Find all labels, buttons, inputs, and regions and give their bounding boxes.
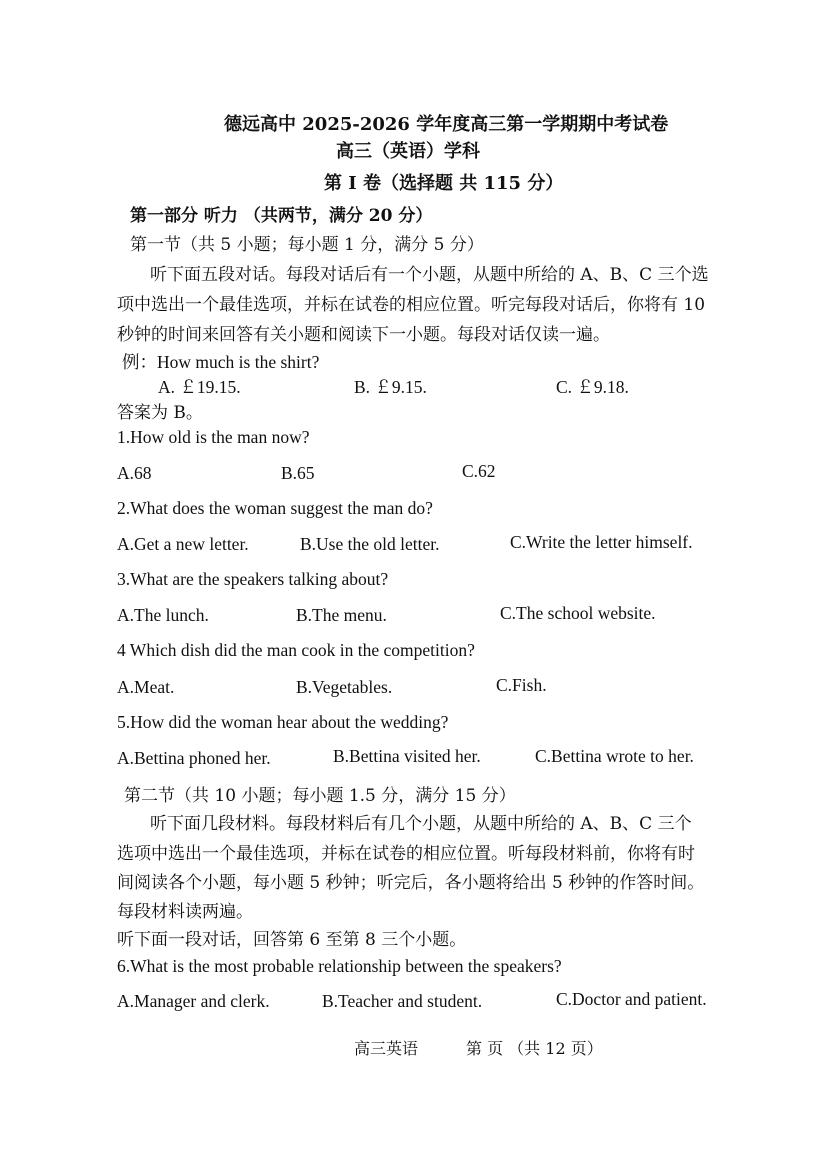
q2-option-c: C.Write the letter himself. — [510, 532, 693, 552]
example-question: 例：How much is the shirt? — [122, 352, 320, 372]
volume-heading: 第 I 卷（选择题 共 115 分） — [324, 173, 564, 194]
section2-instruction-line: 间阅读各个小题，每小题 5 秒钟；听完后，各小题将给出 5 秒钟的作答时间。 — [117, 873, 705, 893]
section1-instruction-line: 听下面五段对话。每段对话后有一个小题，从题中所给的 A、B、C 三个选 — [150, 265, 709, 285]
section2-prompt: 听下面一段对话，回答第 6 至第 8 三个小题。 — [117, 930, 467, 950]
question-1: 1.How old is the man now? — [117, 427, 310, 447]
footer-subject: 高三英语 — [354, 1039, 419, 1058]
q6-option-a: A.Manager and clerk. — [117, 991, 270, 1011]
q1-option-a: A.68 — [117, 463, 152, 483]
section1-instruction-line: 项中选出一个最佳选项，并标在试卷的相应位置。听完每段对话后，你将有 10 — [117, 295, 706, 315]
q1-option-b: B.65 — [281, 463, 315, 483]
question-4: 4 Which dish did the man cook in the competition? — [117, 640, 475, 660]
section2-heading: 第二节（共 10 小题；每小题 1.5 分，满分 15 分） — [124, 786, 516, 806]
q1-option-c: C.62 — [462, 461, 496, 481]
example-option-a: A. ￡19.15. — [158, 377, 241, 397]
section1-instruction-line: 秒钟的时间来回答有关小题和阅读下一小题。每段对话仅读一遍。 — [117, 325, 610, 345]
q3-option-a: A.The lunch. — [117, 605, 209, 625]
q4-option-b: B.Vegetables. — [296, 677, 393, 697]
example-option-c: C. ￡9.18. — [556, 377, 629, 397]
question-2: 2.What does the woman suggest the man do? — [117, 498, 433, 518]
q4-option-c: C.Fish. — [496, 675, 547, 695]
q5-option-a: A.Bettina phoned her. — [117, 748, 271, 768]
section2-instruction-line: 听下面几段材料。每段材料后有几个小题，从题中所给的 A、B、C 三个 — [150, 814, 692, 834]
question-6: 6.What is the most probable relationship between the speakers? — [117, 956, 562, 976]
exam-subtitle: 高三（英语）学科 — [336, 141, 480, 162]
question-5: 5.How did the woman hear about the wedding? — [117, 712, 449, 732]
question-3: 3.What are the speakers talking about? — [117, 569, 389, 589]
q5-option-c: C.Bettina wrote to her. — [535, 746, 694, 766]
section1-heading: 第一节（共 5 小题；每小题 1 分，满分 5 分） — [130, 235, 484, 255]
example-answer: 答案为 B。 — [117, 403, 203, 423]
part1-heading: 第一部分 听力 （共两节，满分 20 分） — [130, 206, 433, 226]
section2-instruction-line: 选项中选出一个最佳选项，并标在试卷的相应位置。听每段材料前，你将有时 — [117, 844, 695, 864]
q6-option-b: B.Teacher and student. — [322, 991, 483, 1011]
q2-option-a: A.Get a new letter. — [117, 534, 249, 554]
footer-page: 第 页 （共 12 页） — [466, 1039, 603, 1058]
example-option-b: B. ￡9.15. — [354, 377, 427, 397]
q2-option-b: B.Use the old letter. — [300, 534, 440, 554]
q4-option-a: A.Meat. — [117, 677, 175, 697]
q3-option-c: C.The school website. — [500, 603, 656, 623]
section2-instruction-line: 每段材料读两遍。 — [117, 902, 253, 922]
q5-option-b: B.Bettina visited her. — [333, 746, 481, 766]
q3-option-b: B.The menu. — [296, 605, 387, 625]
q6-option-c: C.Doctor and patient. — [556, 989, 707, 1009]
exam-title: 德远高中 2025-2026 学年度高三第一学期期中考试卷 — [224, 114, 669, 135]
